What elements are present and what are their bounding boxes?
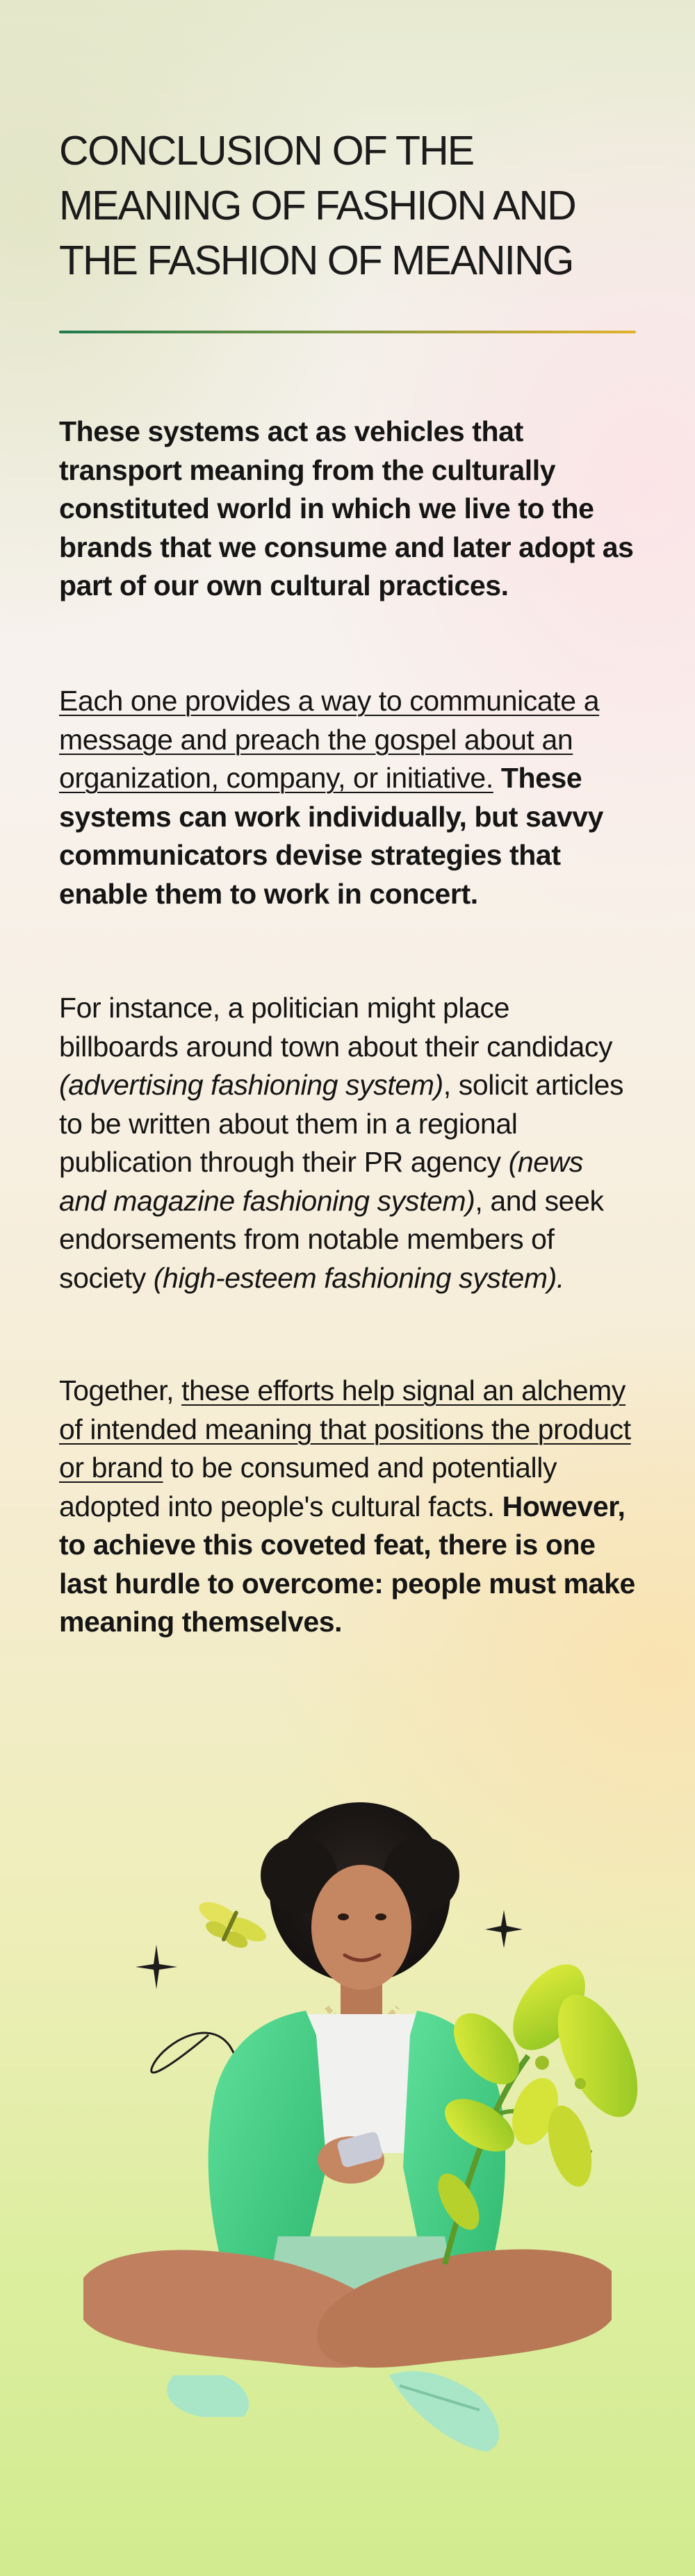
paragraph-4 [59, 1372, 636, 1642]
p2-underlined-text: Each one provides a way to communicate a message and preach the gospel about an organization, company, or initiative. [59, 685, 600, 794]
title-lead: CONCLUSION [59, 128, 322, 174]
p1-bold-text: These systems act as vehicles that transport meaning from the culturally constituted world in which we live to the brands that we consume and later adopt as part of our own cultural practices. [59, 415, 634, 601]
title-rest: OF THE MEANING OF FASHION AND THE FASHION OF MEANING [59, 128, 575, 283]
p4-text-1: Together, [59, 1374, 182, 1406]
page-title [59, 124, 657, 288]
illustration-woman-with-phone [0, 1792, 695, 2576]
plant [430, 1952, 653, 2264]
avatar [261, 1802, 459, 2028]
title-divider [59, 331, 636, 333]
paragraph-3 [59, 989, 636, 1297]
p4-bold-text: However, to achieve this coveted feat, there is one last hurdle to overcome: people must make meaning themselves. [59, 1490, 635, 1638]
p3-text-3: , and seek endorsements from notable members of society [59, 1184, 604, 1294]
sparkle-icon [136, 1945, 177, 1989]
butterfly-icon [190, 1895, 271, 1956]
p2-bold-text: These systems can work individually, but savvy communicators devise strategies that enable them to work in concert. [59, 762, 604, 910]
p4-underlined-text: these efforts help signal an alchemy of intended meaning that positions the product or brand [59, 1374, 631, 1484]
p3-italic-1: (advertising fashioning system) [59, 1069, 443, 1101]
p3-italic-2: (news and magazine fashioning system) [59, 1146, 583, 1217]
paragraph-2 [59, 682, 636, 913]
paragraph-1 [59, 413, 636, 606]
p3-text-1: For instance, a politician might place billboards around town about their candidacy [59, 992, 613, 1063]
sparkle-icon [485, 1910, 523, 1948]
p4-text-2: to be consumed and potentially adopted into people's cultural facts. [59, 1452, 557, 1522]
p3-text-2: , solicit articles to be written about them in a regional publication through their PR agency [59, 1069, 624, 1178]
p3-italic-3: (high-esteem fashioning system). [153, 1261, 564, 1294]
